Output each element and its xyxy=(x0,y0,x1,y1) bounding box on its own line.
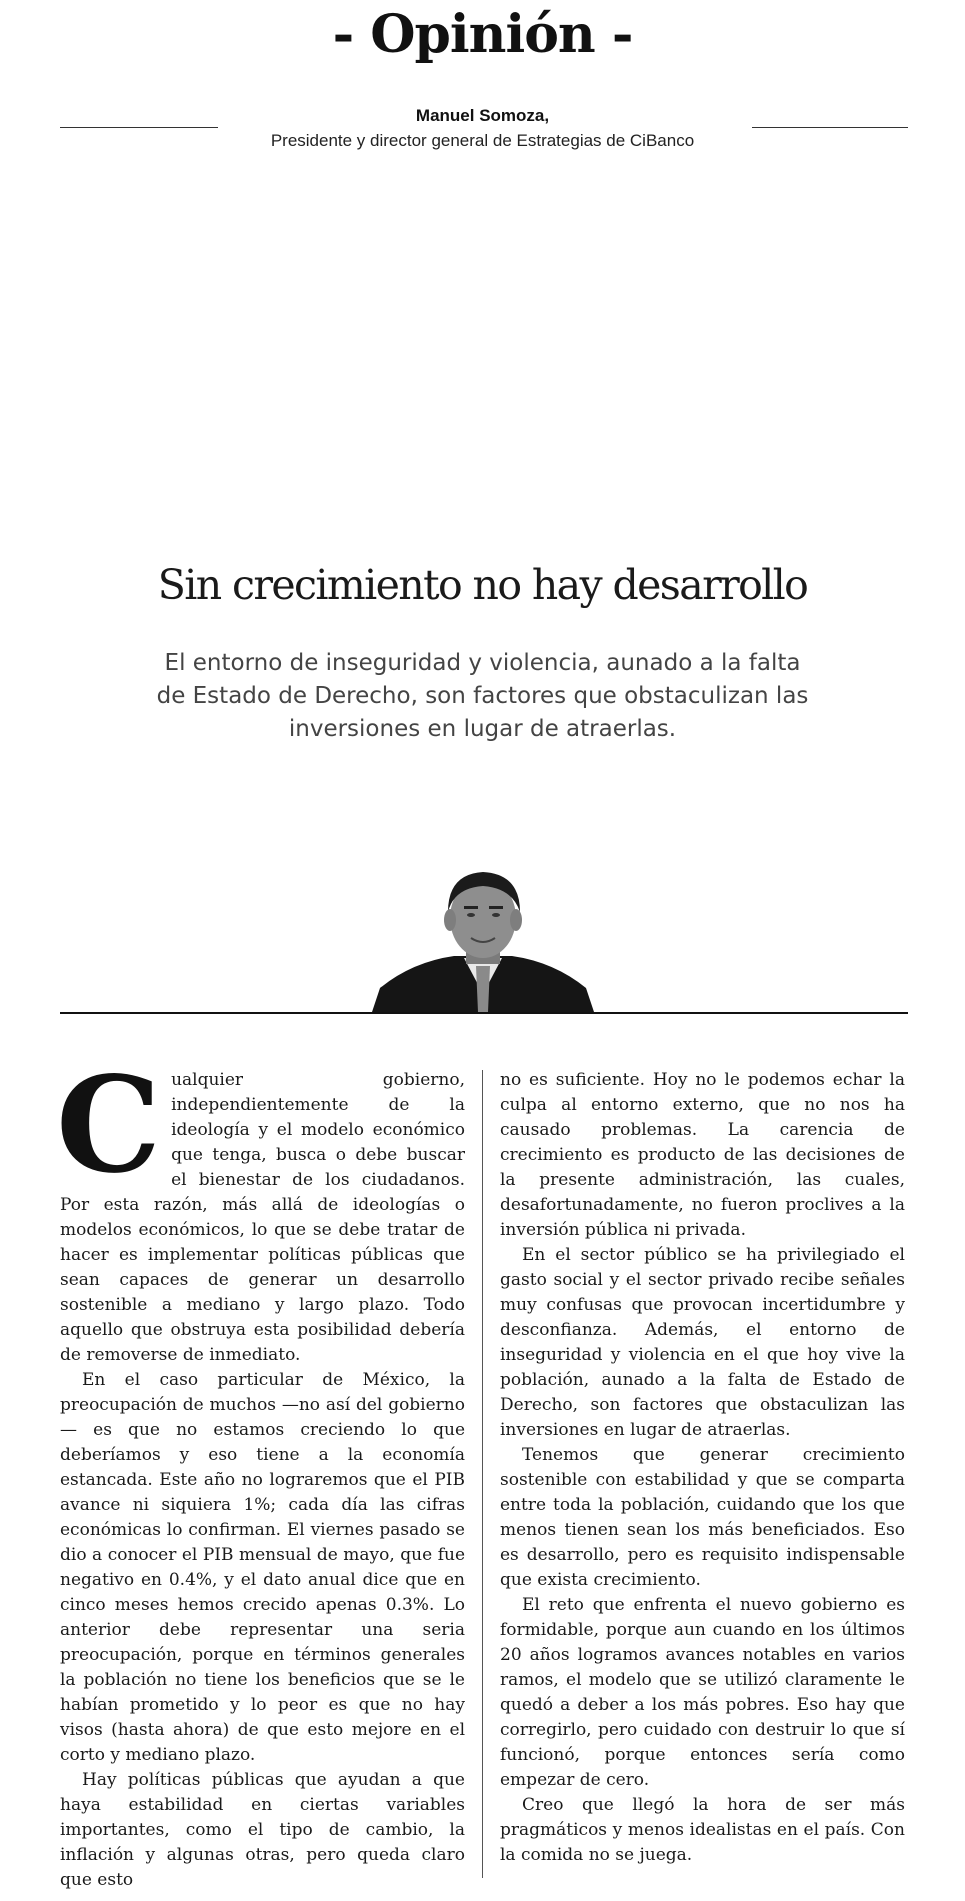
article-paragraph: Creo que llegó la hora de ser más pragmáticos y menos idealistas en el país. Con la comida no se juega. xyxy=(500,1795,905,1865)
author-rule-left xyxy=(60,127,218,128)
author-portrait xyxy=(372,862,594,1012)
article-paragraph: En el caso particular de México, la preocupación de muchos —no así del gobierno— es que no estamos creciendo lo que deberíamos y eso tiene a la economía estancada. Este año no lograremos que el PIB avance ni siquiera 1%; cada día las cifras económicas lo confirman. El viernes pasado se dio a conocer el PIB mensual de mayo, que fue negativo en 0.4%, y el dato anual dice que en cinco meses hemos crecido apenas 0.3%. Lo anterior debe representar una seria preocupación, porque en términos generales la población no tiene los beneficios que se le habían prometido y lo peor es que no hay visos (hasta ahora) de que esto mejore en el corto y mediano plazo. xyxy=(60,1370,465,1765)
paragraph-text: ualquier gobierno, independientemente de la ideología y el modelo económico que tenga, busca o debe buscar el bienestar de los ciudadanos. Por esta razón, más allá de ideologías o modelos económicos, lo que se debe tratar de hacer es implementar políticas públicas que sean capaces de generar un desarrollo sostenible a mediano y largo plazo. Todo aquello que obstruya esta posibilidad debería de removerse de inmediato. xyxy=(60,1070,465,1365)
drop-cap: C xyxy=(56,1048,162,1203)
article-subhead: El entorno de inseguridad y violencia, aunado a la falta de Estado de Derecho, son factores que obstaculizan las inversiones en lugar de atraerlas. xyxy=(156,650,809,742)
article-paragraph: El reto que enfrenta el nuevo gobierno es formidable, porque aun cuando en los últimos 20 años logramos avances notables en varios ramos, el modelo que se utilizó claramente le quedó a deber a los más pobres. Eso hay que corregirlo, pero cuidado con destruir lo que sí funcionó, porque entonces sería como empezar de cero. xyxy=(500,1595,905,1790)
author-role: Presidente y director general de Estrategias de CiBanco xyxy=(270,131,695,150)
article-headline: Sin crecimiento no hay desarrollo xyxy=(157,561,808,609)
author-rule-right xyxy=(752,127,908,128)
section-title: - Opinión - xyxy=(332,4,633,65)
column-divider xyxy=(482,1070,483,1878)
section-divider xyxy=(60,1012,908,1014)
article-column-right xyxy=(500,1068,905,1868)
article-paragraph: no es suficiente. Hoy no le podemos echar la culpa al entorno externo, que no nos ha causado problemas. La carencia de crecimiento es producto de las decisiones de la presente administración, las cuales, desafortunadamente, no fueron proclives a la inversión pública ni privada. xyxy=(500,1070,905,1240)
article-column-left xyxy=(56,1048,465,1893)
author-name: Manuel Somoza, xyxy=(415,106,550,125)
article-paragraph: En el sector público se ha privilegiado el gasto social y el sector privado recibe señales muy confusas que provocan incertidumbre y desconfianza. Además, el entorno de inseguridad y violencia en el que hoy vive la población, aunado a la falta de Estado de Derecho, son factores que obstaculizan las inversiones en lugar de atraerlas. xyxy=(500,1245,905,1440)
article-paragraph: Tenemos que generar crecimiento sostenible con estabilidad y que se comparta entre toda la población, cuidando que los que menos tienen sean los más beneficiados. Eso es desarrollo, pero es requisito indispensable que exista crecimiento. xyxy=(500,1445,905,1590)
article-paragraph: Hay políticas públicas que ayudan a que haya estabilidad en ciertas variables importantes, como el tipo de cambio, la inflación y algunas otras, pero queda claro que esto xyxy=(60,1770,465,1890)
article-paragraph xyxy=(56,1048,465,1368)
